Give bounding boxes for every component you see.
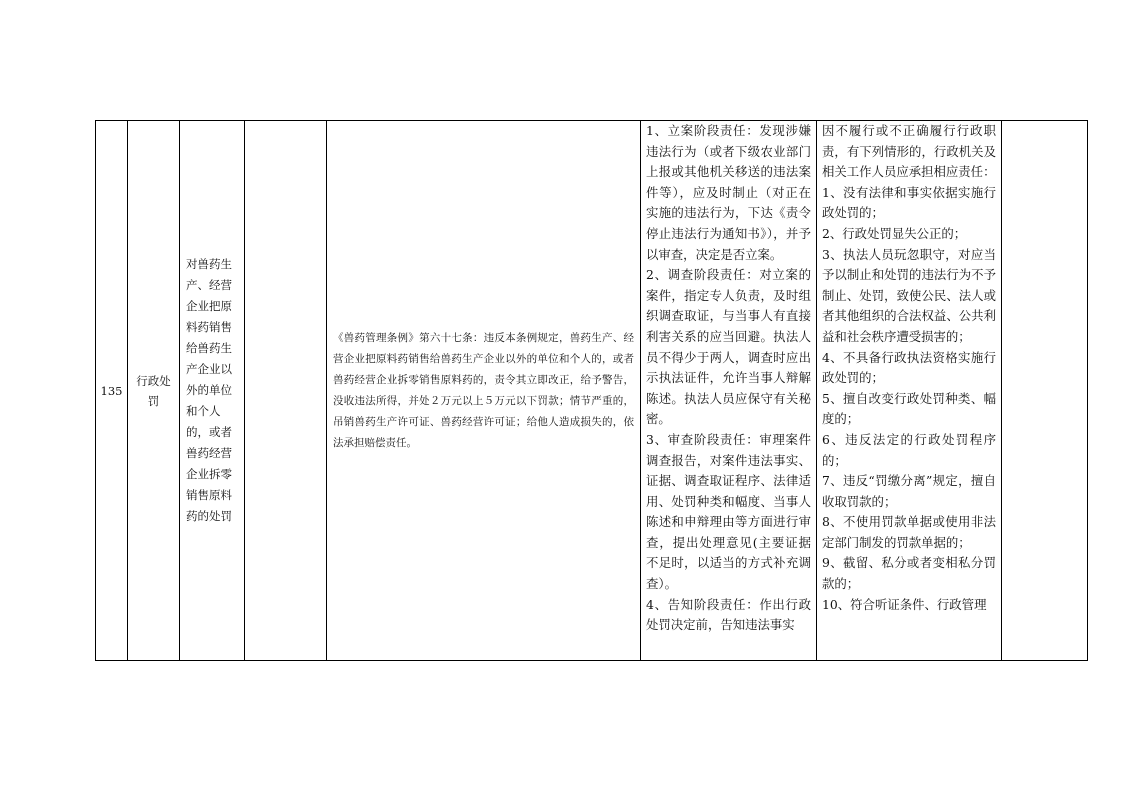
item-number-cell	[96, 121, 128, 661]
responsibility-item: 2、调查阶段责任：对立案的案件，指定专人负责，及时组织调查取证，与当事人有直接利害关系的应当回避。执法人员不得少于两人，调查时应出示执法证件，允许当事人辩解陈述。执法人员应保守有关秘密。	[646, 267, 811, 427]
legal-basis-text: 《兽药管理条例》第六十七条：违反本条例规定，兽药生产、经营企业把原料药销售给兽药生产企业以外的单位和个人的，或者兽药经营企业拆零销售原料药的，责令其立即改正，给予警告，没收违法所得，并处２万元以上５万元以下罚款；情节严重的，吊销兽药生产许可证、兽药经营许可证；给他人造成损失的，依法承担赔偿责任。	[333, 331, 634, 449]
empty-cell	[245, 121, 327, 661]
remarks-cell	[1002, 121, 1088, 661]
accountability-item: 4、不具备行政执法资格实施行政处罚的；	[822, 349, 996, 386]
item-category-cell	[128, 121, 180, 661]
responsibility-item: 1、立案阶段责任：发现涉嫌违法行为（或者下级农业部门上报或其他机关移送的违法案件等），应及时制止（对正在实施的违法行为，下达《责令停止违法行为通知书》），并予以审查，决定是否立案。	[646, 123, 811, 262]
responsibility-item: 4、告知阶段责任：作出行政处罚决定前，告知违法事实	[646, 596, 811, 633]
table-row	[96, 121, 1088, 661]
accountability-cell	[817, 121, 1002, 661]
item-category: 行政处罚	[136, 373, 171, 408]
accountability-item: 5、擅自改变行政处罚种类、幅度的；	[822, 390, 996, 427]
accountability-item: 6、违反法定的行政处罚程序的；	[822, 431, 996, 468]
item-number: 135	[100, 383, 123, 398]
responsibility-cell	[641, 121, 817, 661]
item-name-cell	[180, 121, 245, 661]
item-name: 对兽药生产、经营企业把原料药销售给兽药生产企业以外的单位和个人的，或者兽药经营企业拆零销售原料药的处罚	[186, 257, 232, 523]
accountability-item: 1、没有法律和事实依据实施行政处罚的；	[822, 184, 996, 221]
legal-basis-cell	[327, 121, 641, 661]
accountability-item: 因不履行或不正确履行行政职责，有下列情形的，行政机关及相关工作人员应承担相应责任：	[822, 123, 996, 180]
responsibility-list-table	[95, 120, 1088, 661]
accountability-item: 3、执法人员玩忽职守，对应当予以制止和处罚的违法行为不予制止、处罚，致使公民、法人或者其他组织的合法权益、公共利益和社会秩序遭受损害的；	[822, 246, 996, 344]
accountability-item: 2、行政处罚显失公正的；	[822, 225, 967, 241]
responsibility-item: 3、审查阶段责任：审理案件调查报告，对案件违法事实、证据、调查取证程序、法律适用、处罚种类和幅度、当事人陈述和申辩理由等方面进行审查，提出处理意见(主要证据不足时，以适当的方式补充调查）。	[646, 431, 811, 592]
accountability-item: 7、违反“罚缴分离”规定，擅自收取罚款的；	[822, 473, 996, 509]
accountability-item: 9、截留、私分或者变相私分罚款的；	[822, 555, 996, 592]
accountability-item: 8、不使用罚款单据或使用非法定部门制发的罚款单据的；	[822, 514, 996, 550]
accountability-item: 10、符合听证条件、行政管理	[822, 596, 987, 612]
